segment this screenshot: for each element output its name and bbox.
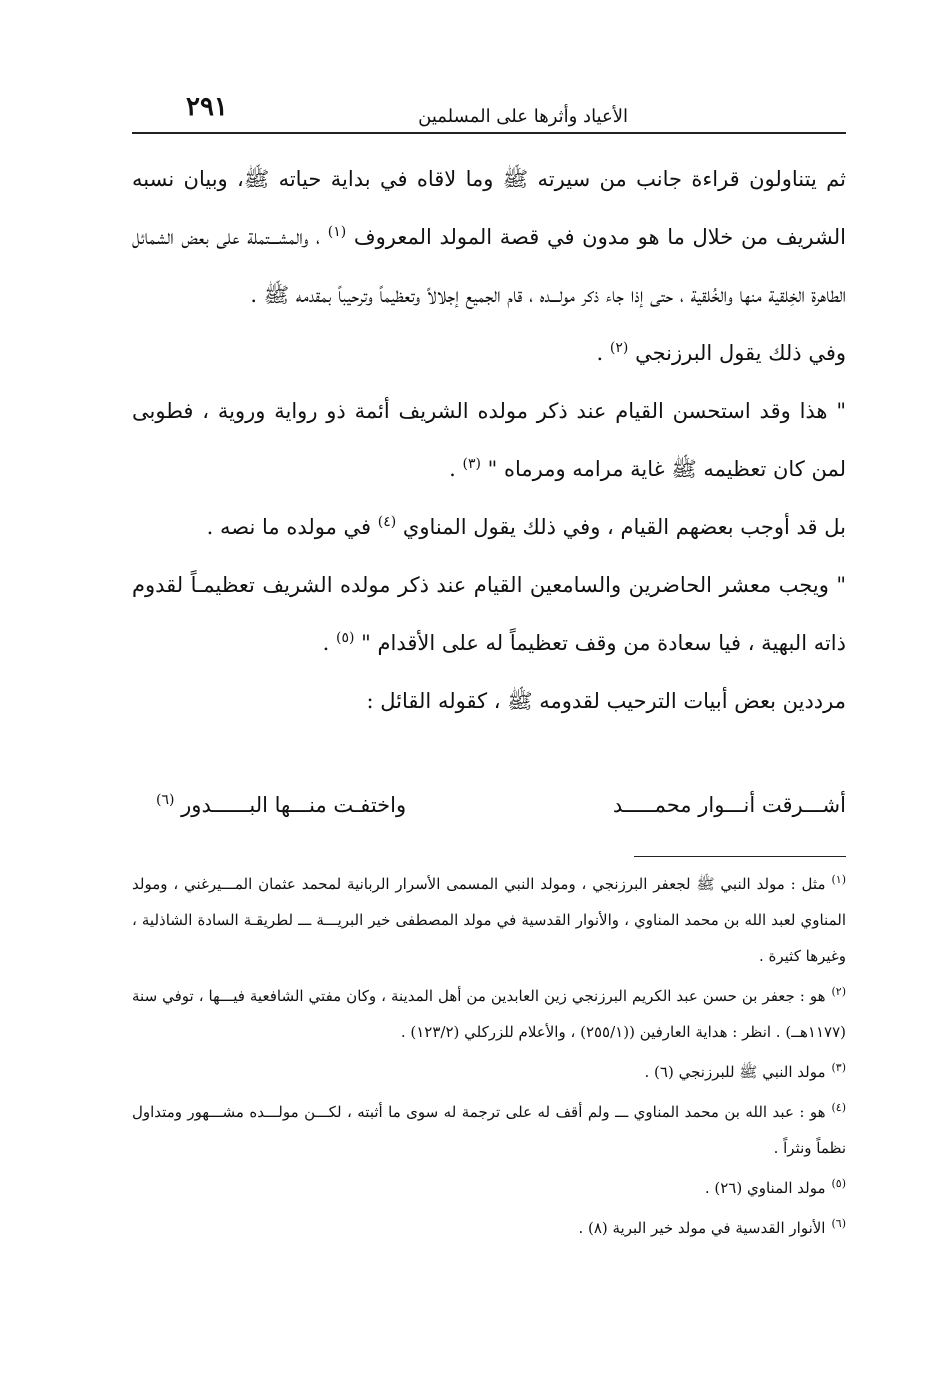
poem-hemistich-first: أشـــرقت أنـــوار محمـــــد [612,793,846,817]
paragraph-3-end: . [449,457,456,481]
paragraph-6-text: مرددين بعض أبيات الترحيب لقدومه ﷺ ، كقوله القائل : [366,689,846,713]
footnote-text: مثل : مولد النبي ﷺ لجعفر البرزنجي ، ومولد النبي المسمى الأسرار الربانية لمحمد عثمان المـــيرغني ، ومولد المناوي لعبد الله بن محمد المناوي ، والأنوار القدسية في مولد المصطفى خير البريـــة ـــ لطريقـة السادة الشاذلية ، وغيرها كثيرة . [132,875,846,965]
poem-verse [132,793,846,843]
footnote-number: (٥) [831,1177,846,1190]
paragraph-5-end: . [322,631,330,655]
paragraph-1-continued: ، والمشـــتملة على بعض الشمائل الطاهرة الخِلقية منها والخُلقية ، حتى إذا جاء ذكر مولـــده ، قام الجميع إجلالاً وتعظيماً وترحيباً بمقدمه ﷺ . [132,225,846,307]
page-header [132,92,846,136]
footnotes-section [132,866,846,1250]
paragraph-3-text: " هذا وقد استحسن القيام عند ذكر مولده الشريف أئمة ذو رواية وروية ، فطوبى لمن كان تعظيمه ﷺ غاية مرامه ومرماه " [132,399,846,481]
footnote-number: (٦) [831,1217,846,1230]
footnote-ref-5: (٥) [336,630,355,646]
header-divider [132,132,846,134]
running-title: الأعياد وأثرها على المسلمين [418,106,628,127]
footnote-3 [132,1054,846,1090]
paragraph-4-text: بل قد أوجب بعضهم القيام ، وفي ذلك يقول المناوي [402,515,846,539]
footnote-text: مولد المناوي (٢٦) . [704,1179,826,1197]
footnote-1 [132,866,846,974]
footnote-text: الأنوار القدسية في مولد خير البرية (٨) . [578,1219,826,1237]
paragraph-1 [132,150,846,324]
footnote-text: هو : جعفر بن حسن عبد الكريم البرزنجي زين العابدين من أهل المدينة ، وكان مفتي الشافعية فيـــها ، توفي سنة (١١٧٧هــ) . انظر : هداية العارفين ((٢٥٥/١) ، والأعلام للزركلي (١٢٣/٢) . [132,987,846,1041]
paragraph-2 [132,324,846,382]
paragraph-6 [132,672,846,730]
footnote-6 [132,1210,846,1246]
footnote-4 [132,1094,846,1166]
footnote-5 [132,1170,846,1206]
paragraph-4-text-end: في مولده ما نصه . [206,515,372,539]
paragraph-1-text: ثم يتناولون قراءة جانب من سيرته ﷺ وما لاقاه في بداية حياته ﷺ، وبيان نسبه الشريف من خلال ما هو مدون في قصة المولد المعروف [132,167,846,249]
footnote-text: هو : عبد الله بن محمد المناوي ـــ ولم أقف له على ترجمة له سوى ما أثبته ، لكـــن مولـــده مشـــهور ومتداول نظماً ونثراً . [132,1103,846,1157]
footnote-text: مولد النبي ﷺ للبرزنجي (٦) . [644,1063,826,1081]
footnote-ref-3: (٣) [462,456,481,472]
footnote-number: (٢) [831,985,846,998]
main-text [132,150,846,730]
paragraph-5-text: " ويجب معشر الحاضرين والسامعين القيام عند ذكر مولده الشريف تعظيمـاً لقدوم ذاته البهية ، فيا سعادة من وقف تعظيماً له على الأقدام " [132,573,846,655]
paragraph-2-text: وفي ذلك يقول البرزنجي [635,341,846,365]
paragraph-4 [132,498,846,556]
paragraph-3-quote [132,382,846,498]
poem-hemistich-second-text: واختفـت منـــها البــــــدور [181,793,407,817]
page-number: ٢٩١ [186,92,228,122]
footnote-ref-2: (٢) [609,340,629,356]
poem-hemistich-second [156,793,406,817]
footnote-number: (١) [831,873,846,886]
footnote-divider [634,856,846,857]
footnote-number: (٣) [831,1061,846,1074]
footnote-number: (٤) [831,1101,846,1114]
footnote-ref-6: (٦) [156,792,175,808]
footnote-2 [132,978,846,1050]
paragraph-5-quote [132,556,846,672]
footnote-ref-1: (١) [327,224,347,240]
footnote-ref-4: (٤) [377,514,397,530]
paragraph-2-end: . [596,341,604,365]
